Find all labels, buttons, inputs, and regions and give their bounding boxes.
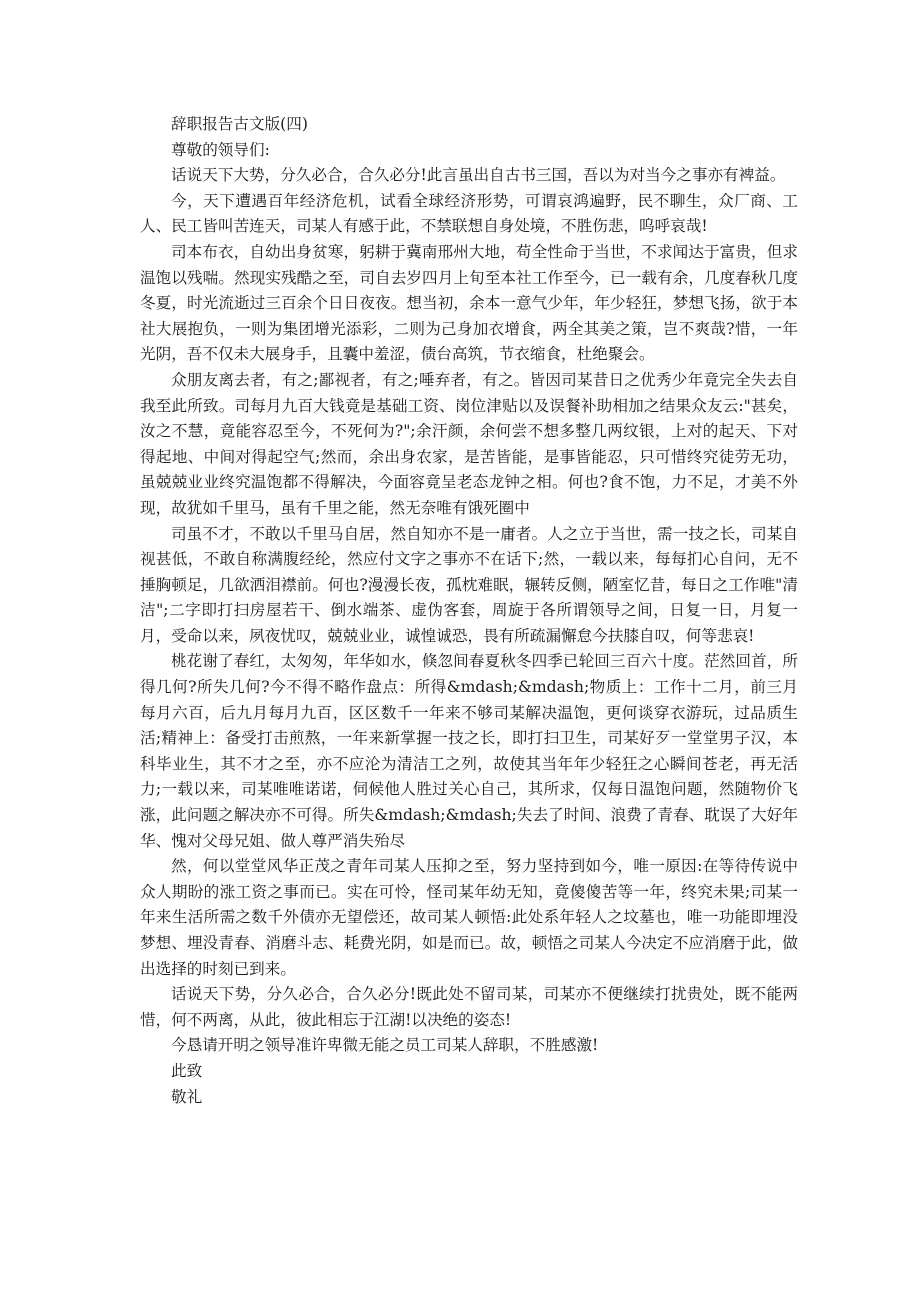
paragraph: 司虽不才，不敢以千里马自居，然自知亦不是一庸者。人之立于当世，需一技之长，司某自视甚低，不敢自称满腹经纶，然应付文字之事亦不在话下;然，一载以来，每每扪心自问，无不捶胸顿足，几欲洒泪襟前。何也?漫漫长夜，孤枕难眠，辗转反侧，陋室忆昔，每日之工作唯"清洁";二字即打扫房屋若干、倒水端茶、虚伪客套，周旋于各所谓领导之间，日复一日，月复一月，受命以来，夙夜忧叹，兢兢业业，诚惶诚恐，畏有所疏漏懈怠今扶膝自叹，何等悲哀! — [140, 524, 798, 645]
document-title: 辞职报告古文版(四) — [171, 115, 308, 133]
paragraph: 今恳请开明之领导准许卑微无能之员工司某人辞职，不胜感激! — [171, 1036, 599, 1055]
paragraph: 众朋友离去者，有之;鄙视者，有之;唾弃者，有之。皆因司某昔日之优秀少年竟完全失去自我至此所致。司每月九百大钱竟是基础工资、岗位津贴以及误餐补助相加之结果众友云:"甚矣，汝之不慧，竟能容忍至今，不死何为?";余汗颜，余何尝不想多整几两纹银，上对的起天、下对得起地、中间对得起空气;然而，余出身农家，是苦皆能，是事皆能忍，只可惜终究徒劳无功，虽兢兢业业终究温饱都不得解决，今面容竟呈老态龙钟之相。何也?食不饱，力不足，才美不外现，故犹如千里马，虽有千里之能，然无奈唯有饿死圈中 — [140, 370, 798, 517]
paragraph: 话说天下势，分久必合，合久必分!既此处不留司某，司某亦不便继续打扰贵处，既不能两惜，何不两离，从此，彼此相忘于江湖!以决绝的姿态! — [140, 985, 798, 1029]
closing-regards: 敬礼 — [171, 1087, 203, 1106]
paragraph: 话说天下大势，分久必合，合久必分!此言虽出自古书三国，吾以为对当今之事亦有裨益。 — [171, 166, 786, 185]
paragraph: 桃花谢了春红，太匆匆，年华如水，倏忽间春夏秋冬四季已轮回三百六十度。茫然回首，所得几何?所失几何?今不得不略作盘点：所得&mdash;&mdash;物质上：工作十二月，前三月每月六百，后九月每月九百，区区数千一年来不够司某解决温饱，更何谈穿衣游玩，过品质生活;精神上：备受打击煎熬，一年来新掌握一技之长，即打扫卫生，司某好歹一堂堂男子汉，本科毕业生，其不才之至，亦不应沦为清洁工之列，故使其当年年少轻狂之心瞬间苍老，再无活力;一载以来，司某唯唯诺诺，伺候他人胜过关心自己，其所求，仅每日温饱问题，然随物价飞涨，此问题之解决亦不可得。所失&mdash;&mdash;失去了时间、浪费了青春、耽误了大好年华、愧对父母兄姐、做人尊严消失殆尽 — [140, 652, 798, 850]
paragraph: 司本布衣，自幼出身贫寒，躬耕于冀南邢州大地，苟全性命于当世，不求闻达于富贵，但求温饱以残喘。然现实残酷之至，司自去岁四月上旬至本社工作至今，已一载有余，几度春秋几度冬夏，时光流逝过三百余个日日夜夜。想当初，余本一意气少年，年少轻狂，梦想飞扬，欲于本社大展抱负，一则为集团增光添彩，二则为己身加衣增食，两全其美之策，岂不爽哉?惜，一年光阴，吾不仅未大展身手，且囊中羞涩，债台高筑，节衣缩食，杜绝聚会。 — [140, 242, 798, 364]
document-body — [140, 112, 798, 1110]
closing-line: 此致 — [171, 1061, 203, 1080]
salutation: 尊敬的领导们: — [171, 140, 270, 159]
paragraph: 今，天下遭遇百年经济危机，试看全球经济形势，可谓哀鸿遍野，民不聊生，众厂商、工人、民工皆叫苦连天，司某人有感于此，不禁联想自身处境，不胜伤悲，呜呼哀哉! — [140, 191, 798, 236]
paragraph: 然，何以堂堂风华正茂之青年司某人压抑之至，努力坚持到如今，唯一原因:在等待传说中众人期盼的涨工资之事而已。实在可怜，怪司某年幼无知，竟傻傻苦等一年，终究未果;司某一年来生活所需之数千外债亦无望偿还，故司某人顿悟:此处系年轻人之坟墓也，唯一功能即埋没梦想、埋没青春、消磨斗志、耗费光阴，如是而已。故，顿悟之司某人今决定不应消磨于此，做出选择的时刻已到来。 — [140, 857, 798, 978]
